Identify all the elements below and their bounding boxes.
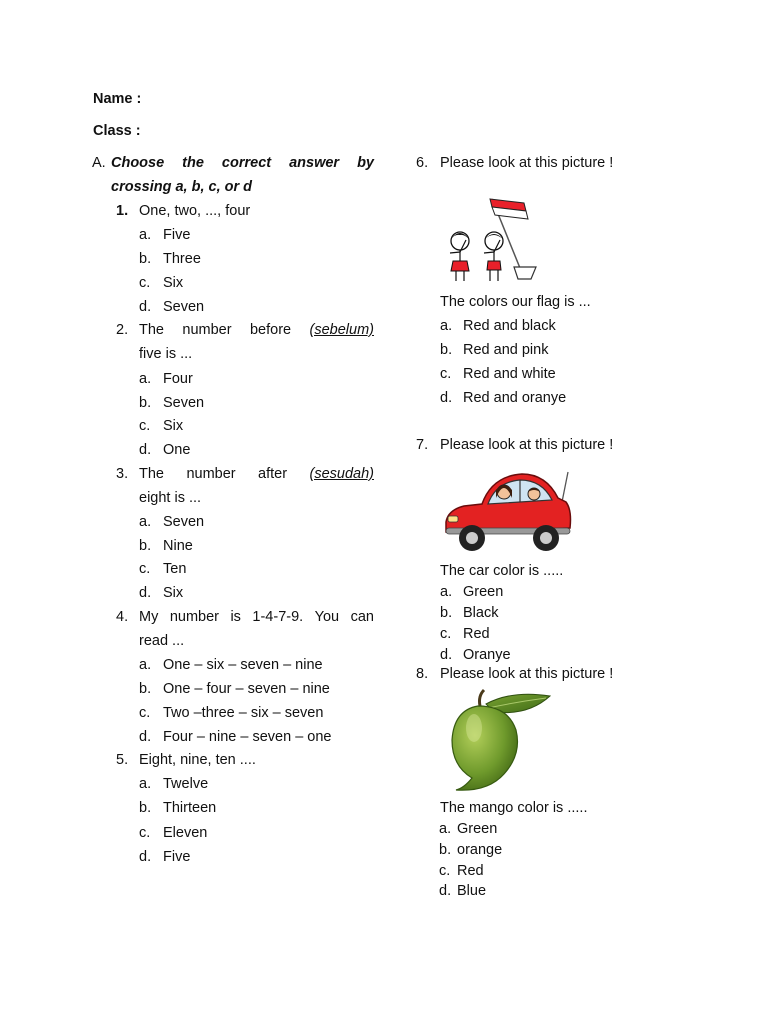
q6-option-letter: b.	[440, 342, 453, 358]
q6-option-text: Red and pink	[463, 342, 549, 358]
q7-option-letter: b.	[440, 605, 453, 621]
q2-option-text: Six	[163, 418, 184, 434]
q4-number: 4.	[116, 609, 129, 625]
red-car-icon	[442, 466, 574, 558]
section-marker: A.	[92, 155, 106, 171]
q1-option-letter: a.	[139, 227, 152, 243]
q2-option-letter: b.	[139, 395, 152, 411]
q3-option-text: Ten	[163, 561, 187, 577]
q5-option-text: Eleven	[163, 825, 208, 841]
name-label: Name :	[93, 91, 142, 107]
q2-option-letter: a.	[139, 371, 152, 387]
q5-option-letter: b.	[139, 800, 152, 816]
q2-option-text: Seven	[163, 395, 205, 411]
q4-option-text: One – six – seven – nine	[163, 657, 323, 673]
q5-option-text: Twelve	[163, 776, 209, 792]
q5-number: 5.	[116, 752, 129, 768]
q7-option-text: Red	[463, 626, 490, 642]
q4-text-line2: read ...	[139, 633, 185, 649]
q3-option-text: Nine	[163, 538, 193, 554]
q7-number: 7.	[416, 437, 429, 453]
q2-number: 2.	[116, 322, 129, 338]
q6-option-letter: c.	[440, 366, 452, 382]
q5-text: Eight, nine, ten ....	[139, 752, 256, 768]
q1-option-text: Five	[163, 227, 191, 243]
q6-text: Please look at this picture !	[440, 155, 614, 171]
q7-option-letter: a.	[440, 584, 453, 600]
q7-option-text: Black	[463, 605, 499, 621]
q3-option-letter: d.	[139, 585, 152, 601]
q8-option-text: orange	[457, 842, 503, 858]
q1-option-letter: c.	[139, 275, 151, 291]
q2-option-text: One	[163, 442, 191, 458]
q7-option-letter: c.	[440, 626, 452, 642]
q1-option-text: Three	[163, 251, 201, 267]
q3-option-letter: a.	[139, 514, 152, 530]
q7-option-text: Oranye	[463, 647, 511, 663]
class-label: Class :	[93, 123, 141, 139]
q2-text-line2: five is ...	[139, 346, 193, 362]
section-instruction-line2: crossing a, b, c, or d	[111, 179, 253, 195]
q6-option-text: Red and white	[463, 366, 556, 382]
q8-option-letter: b.	[439, 842, 452, 858]
q2-option-letter: d.	[139, 442, 152, 458]
q7-option-letter: d.	[440, 647, 453, 663]
q8-text: Please look at this picture !	[440, 666, 614, 682]
q8-option-text: Blue	[457, 883, 487, 899]
q8-option-letter: d.	[439, 883, 452, 899]
q1-option-text: Six	[163, 275, 184, 291]
q8-number: 8.	[416, 666, 429, 682]
q8-option-text: Red	[457, 863, 484, 879]
q3-text-line2: eight is ...	[139, 490, 202, 506]
q1-option-text: Seven	[163, 299, 205, 315]
q3-option-letter: c.	[139, 561, 151, 577]
q1-option-letter: d.	[139, 299, 152, 315]
section-instruction: Choose the correct answer by	[111, 155, 374, 171]
q8-question: The mango color is .....	[440, 800, 588, 816]
green-mango-icon	[442, 688, 554, 792]
q5-option-letter: c.	[139, 825, 151, 841]
q2-option-letter: c.	[139, 418, 151, 434]
q4-option-text: Four – nine – seven – one	[163, 729, 332, 745]
q3-translation: (sesudah)	[309, 466, 374, 482]
q4-option-letter: b.	[139, 681, 152, 697]
q4-text: My number is 1-4-7-9. You can	[139, 609, 374, 625]
q5-option-letter: d.	[139, 849, 152, 865]
q1-number: 1.	[116, 203, 129, 219]
q7-text: Please look at this picture !	[440, 437, 614, 453]
q7-question: The car color is .....	[440, 563, 564, 579]
q4-option-letter: d.	[139, 729, 152, 745]
q8-option-text: Green	[457, 821, 498, 837]
q4-option-text: Two –three – six – seven	[163, 705, 324, 721]
q1-option-letter: b.	[139, 251, 152, 267]
q6-number: 6.	[416, 155, 429, 171]
q2-option-text: Four	[163, 371, 193, 387]
q3-text: The number after (sesudah)	[139, 466, 374, 482]
q6-option-letter: a.	[440, 318, 453, 334]
q4-option-letter: c.	[139, 705, 151, 721]
q5-option-text: Five	[163, 849, 191, 865]
q3-number: 3.	[116, 466, 129, 482]
q7-option-text: Green	[463, 584, 504, 600]
q4-option-text: One – four – seven – nine	[163, 681, 330, 697]
q6-option-letter: d.	[440, 390, 453, 406]
q8-option-letter: a.	[439, 821, 452, 837]
q3-option-text: Six	[163, 585, 184, 601]
q5-option-letter: a.	[139, 776, 152, 792]
q2-translation: (sebelum)	[309, 322, 374, 338]
q4-option-letter: a.	[139, 657, 152, 673]
q5-option-text: Thirteen	[163, 800, 217, 816]
q6-option-text: Red and oranye	[463, 390, 567, 406]
q2-text: The number before (sebelum)	[139, 322, 374, 338]
q1-text: One, two, ..., four	[139, 203, 251, 219]
q3-option-letter: b.	[139, 538, 152, 554]
q8-option-letter: c.	[439, 863, 451, 879]
q6-question: The colors our flag is ...	[440, 294, 591, 310]
q6-option-text: Red and black	[463, 318, 556, 334]
children-saluting-flag-icon	[438, 193, 550, 287]
q3-option-text: Seven	[163, 514, 205, 530]
